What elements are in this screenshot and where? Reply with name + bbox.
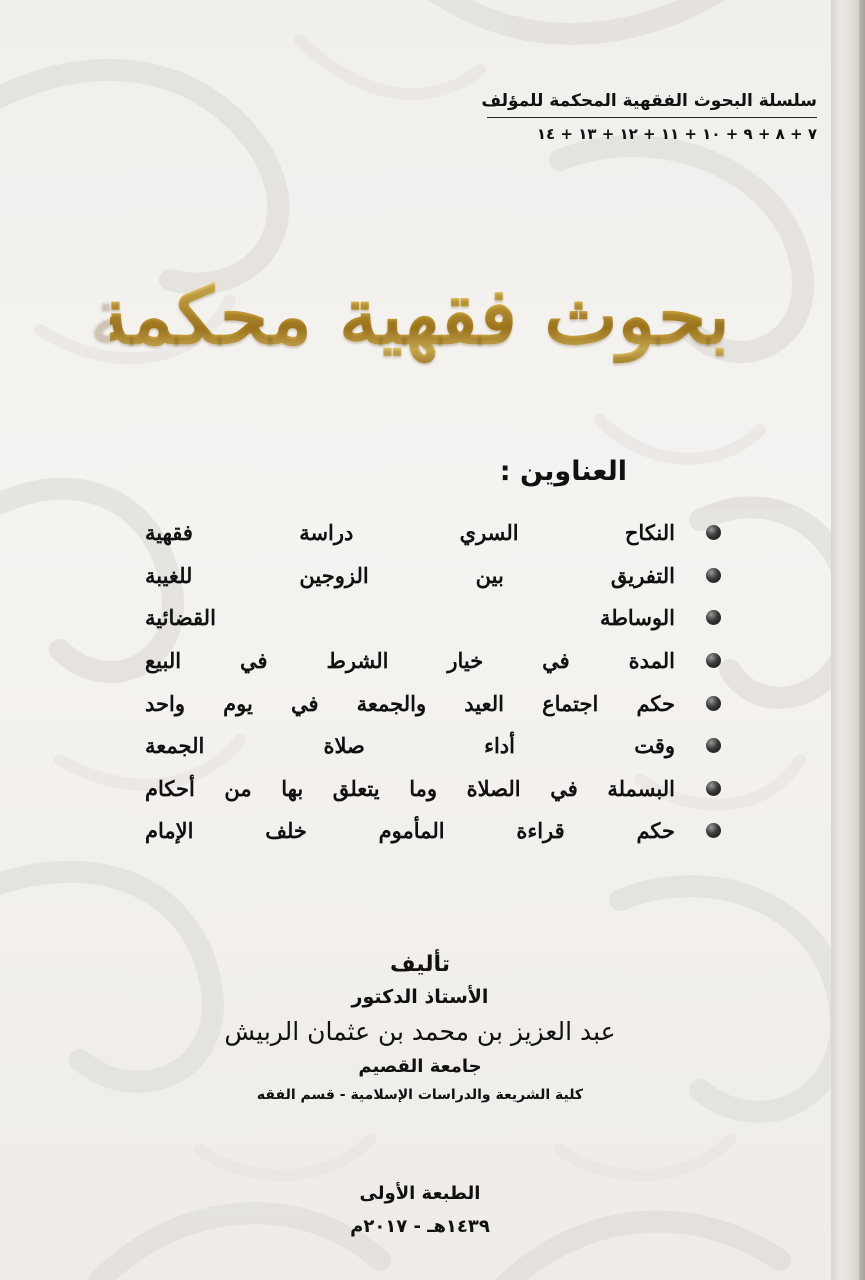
list-item bbox=[145, 810, 675, 853]
title-text: النكاح السري دراسة فقهية bbox=[145, 520, 675, 546]
faculty-name: كلية الشريعة والدراسات الإسلامية - قسم الفقه bbox=[256, 1087, 584, 1103]
list-item bbox=[145, 597, 675, 640]
series-header bbox=[481, 88, 817, 145]
list-item bbox=[145, 682, 675, 725]
title-text: وقت أداء صلاة الجمعة bbox=[145, 733, 675, 759]
titles-heading: العناوين : bbox=[499, 456, 627, 487]
bullet-icon bbox=[706, 781, 721, 796]
list-item bbox=[145, 512, 675, 555]
bullet-icon bbox=[706, 653, 721, 668]
series-title: سلسلة البحوث الفقهية المحكمة للمؤلف bbox=[481, 91, 817, 111]
university-name: جامعة القصيم bbox=[358, 1056, 482, 1077]
edition-label: الطبعة الأولى bbox=[359, 1183, 481, 1204]
author-name: عبد العزيز بن محمد بن عثمان الربيش bbox=[224, 1017, 616, 1046]
series-divider bbox=[487, 117, 817, 118]
bullet-icon bbox=[706, 696, 721, 711]
list-item bbox=[145, 640, 675, 683]
list-item bbox=[145, 768, 675, 811]
edition-block bbox=[310, 1178, 530, 1244]
bullet-icon bbox=[706, 568, 721, 583]
title-text: البسملة في الصلاة وما يتعلق بها من أحكام bbox=[145, 775, 675, 801]
book-spine-edge bbox=[859, 0, 865, 1280]
list-item bbox=[145, 725, 675, 768]
author-rank: الأستاذ الدكتور bbox=[351, 986, 489, 1008]
title-text: حكم اجتماع العيد والجمعة في يوم واحد bbox=[145, 690, 675, 716]
title-text: المدة في خيار الشرط في البيع bbox=[145, 648, 675, 674]
author-label: تأليف bbox=[390, 952, 450, 977]
title-text: التفريق بين الزوجين للغيبة bbox=[145, 562, 675, 588]
author-block bbox=[210, 948, 630, 1108]
titles-list bbox=[145, 512, 675, 853]
edition-year: ١٤٣٩هـ - ٢٠١٧م bbox=[350, 1216, 490, 1237]
series-numbers: ٧ + ٨ + ٩ + ١٠ + ١١ + ١٢ + ١٣ + ١٤ bbox=[536, 125, 817, 143]
list-item bbox=[145, 555, 675, 598]
main-title: بحوث فقهية محكمة bbox=[110, 262, 730, 372]
title-text: الوساطة القضائية bbox=[145, 605, 675, 631]
title-text: حكم قراءة المأموم خلف الإمام bbox=[145, 818, 675, 844]
